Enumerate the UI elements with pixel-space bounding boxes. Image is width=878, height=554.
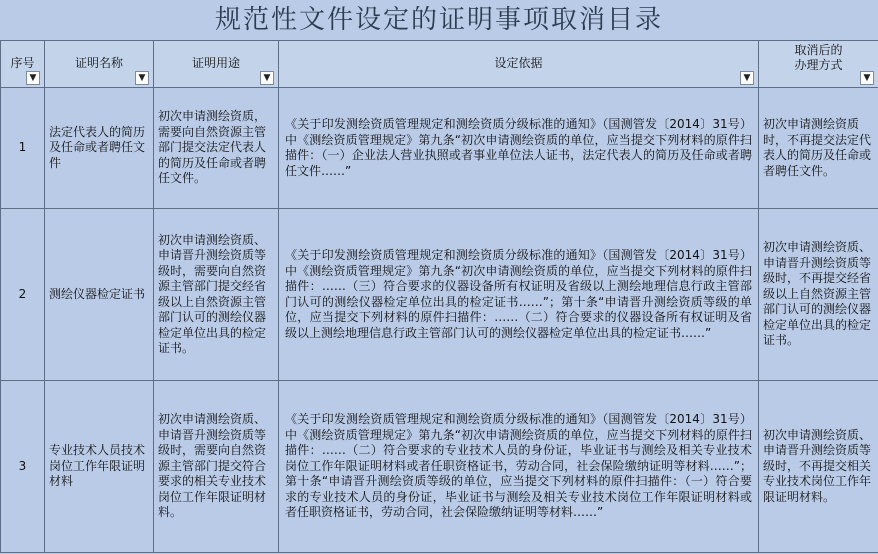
- filter-dropdown-basis[interactable]: [740, 71, 754, 85]
- chevron-down-icon: ▼: [29, 72, 37, 83]
- filter-dropdown-use[interactable]: [260, 71, 274, 85]
- row-1-method[interactable]: 初次申请测绘资质时，不再提交法定代表人的简历及任命或者聘任文件。: [759, 88, 878, 209]
- chevron-down-icon: ▼: [743, 72, 751, 83]
- catalog-table: [0, 40, 878, 553]
- chevron-down-icon: ▼: [863, 72, 871, 83]
- header-seq-label: 序号: [10, 56, 35, 71]
- row-1-seq[interactable]: 1: [1, 88, 45, 209]
- filter-dropdown-seq[interactable]: [26, 71, 40, 85]
- row-2-use[interactable]: 初次申请测绘资质、申请晋升测绘资质等级时，需要向自然资源主管部门提交经省级以上自然资源主管部门认可的测绘仪器检定单位出具的检定证书。: [154, 209, 279, 381]
- header-name-label: 证明名称: [74, 56, 123, 71]
- chevron-down-icon: ▼: [138, 72, 146, 83]
- row-3-name[interactable]: 专业技术人员技术岗位工作年限证明材料: [45, 381, 154, 553]
- header-row: [1, 41, 878, 88]
- row-2-name[interactable]: 测绘仪器检定证书: [45, 209, 154, 381]
- header-use: [154, 41, 279, 88]
- header-seq: [1, 41, 45, 88]
- header-method-label-1: 取消后的: [794, 42, 843, 57]
- row-3-seq[interactable]: 3: [1, 381, 45, 553]
- sheet-title: 规范性文件设定的证明事项取消目录: [214, 5, 663, 35]
- row-1-use[interactable]: 初次申请测绘资质，需要向自然资源主管部门提交法定代表人的简历及任命或者聘任文件。: [154, 88, 279, 209]
- table-row: [1, 88, 878, 209]
- chevron-down-icon: ▼: [263, 72, 271, 83]
- header-method-label-2: 办理方式: [794, 58, 843, 72]
- header-method: [759, 41, 878, 88]
- row-1-name[interactable]: 法定代表人的简历及任命或者聘任文件: [45, 88, 154, 209]
- row-3-method[interactable]: 初次申请测绘资质、申请晋升测绘资质等级时，不再提交相关专业技术岗位工作年限证明材料。: [759, 381, 878, 553]
- header-use-label: 证明用途: [191, 56, 240, 71]
- row-3-basis[interactable]: 《关于印发测绘资质管理规定和测绘资质分级标准的通知》（国测管发〔2014〕31号）中《测绘资质管理规定》第九条“初次申请测绘资质的单位，应当提交下列材料的原件扫描件：……（二）符合要求的专业技术人员的身份证，毕业证书与测绘及相关专业技术岗位工作年限证明材料或者任职资格证书，劳动合同，社会保险缴纳证明等材料……”；第十条“申请晋升测绘资质等级的单位，应当提交下列材料的原件扫描件：（一）符合要求的专业技术人员的身份证，毕业证书与测绘及相关专业技术岗位工作年限证明材料或者任职资格证书，劳动合同，社会保险缴纳证明等材料……”: [279, 381, 759, 553]
- table-row: [1, 209, 878, 381]
- header-basis: [279, 41, 759, 88]
- row-3-use[interactable]: 初次申请测绘资质、申请晋升测绘资质等级时，需要向自然资源主管部门提交符合要求的相关专业技术岗位工作年限证明材料。: [154, 381, 279, 553]
- filter-dropdown-name[interactable]: [135, 71, 149, 85]
- row-1-basis[interactable]: 《关于印发测绘资质管理规定和测绘资质分级标准的通知》（国测管发〔2014〕31号）中《测绘资质管理规定》第九条“初次申请测绘资质的单位，应当提交下列材料的原件扫描件：（一）企业法人营业执照或者事业单位法人证书，法定代表人的简历及任命或者聘任文件……”: [279, 88, 759, 209]
- header-basis-label: 设定依据: [494, 56, 543, 71]
- row-2-seq[interactable]: 2: [1, 209, 45, 381]
- header-name: [45, 41, 154, 88]
- table-row: [1, 381, 878, 553]
- filter-dropdown-method[interactable]: [860, 71, 874, 85]
- row-2-method[interactable]: 初次申请测绘资质、申请晋升测绘资质等级时，不再提交经省级以上自然资源主管部门认可的测绘仪器检定单位出具的检定证书。: [759, 209, 878, 381]
- row-2-basis[interactable]: 《关于印发测绘资质管理规定和测绘资质分级标准的通知》（国测管发〔2014〕31号）中《测绘资质管理规定》第九条“初次申请测绘资质的单位，应当提交下列材料的原件扫描件：……（三）符合要求的仪器设备所有权证明及省级以上测绘地理信息行政主管部门认可的测绘仪器检定单位出具的检定证书……”；第十条“申请晋升测绘资质等级的单位，应当提交下列材料的原件扫描件：……（二）符合要求的仪器设备所有权证明及省级以上测绘地理信息行政主管部门认可的测绘仪器检定单位出具的检定证书……”: [279, 209, 759, 381]
